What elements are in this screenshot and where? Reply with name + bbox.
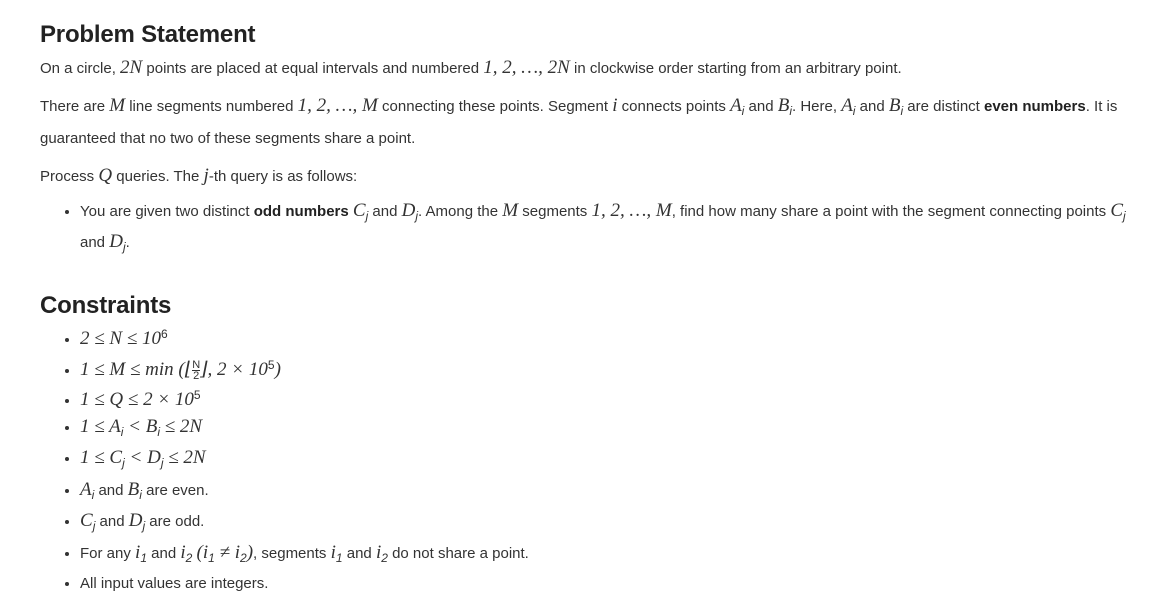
paragraph-circle-points: On a circle, 2N points are placed at equal intervals and numbered 1, 2, …, 2N in clockwise order starting from an arbitrary point. <box>40 57 902 78</box>
constraints-list <box>40 322 1130 597</box>
problem-statement-heading: Problem Statement <box>40 21 256 48</box>
list-item: • $1 \le C_j < D_j \le 2N$ <box>80 445 1130 477</box>
list-item: • You are given two distinct odd numbers $C_j$ and $D_j$. Among the M segments 1, 2, …, M, find how many share a point with the segment connecting points $C_j$ and $D_j$. <box>80 198 1130 260</box>
list-item: • $1 \le Q \le 2 \times 10^5$ <box>80 383 1130 414</box>
list-item: • $C_j$ and $D_j$ are odd. <box>80 508 1130 540</box>
constraints-heading: Constraints <box>40 292 172 319</box>
list-item: • $1 \le A_i < B_i \le 2N$ <box>80 414 1130 446</box>
list-item: • $A_i$ and $B_i$ are even. <box>80 477 1130 509</box>
list-item: • $2 \le N \le 10^6$ <box>80 322 1130 353</box>
paragraph-queries: Process Q queries. The j-th query is as follows: <box>40 165 358 186</box>
paragraph-segments: There are M line segments numbered 1, 2, …, M connecting these points. Segment i connects points $A_i$ and $B_i$. Here, $A_i$ and $B_i$ are distinct even numbers. It is guaranteed that no two of these segments share a point. <box>40 95 1118 147</box>
fraction-n-over-2: $\frac{N}{2}$ <box>192 359 201 383</box>
list-item: • For any $i_1$ and $i_2$ $(i_1 \ne i_2)$, segments $i_1$ and $i_2$ do not share a point. <box>80 540 1130 572</box>
query-list <box>40 198 1130 260</box>
list-item: • All input values are integers. <box>80 571 1130 597</box>
list-item: • 1 ≤ M ≤ min (⌊ $\frac{N}{2}$ ⌋, $2 \times 10^5$) <box>80 353 1130 384</box>
